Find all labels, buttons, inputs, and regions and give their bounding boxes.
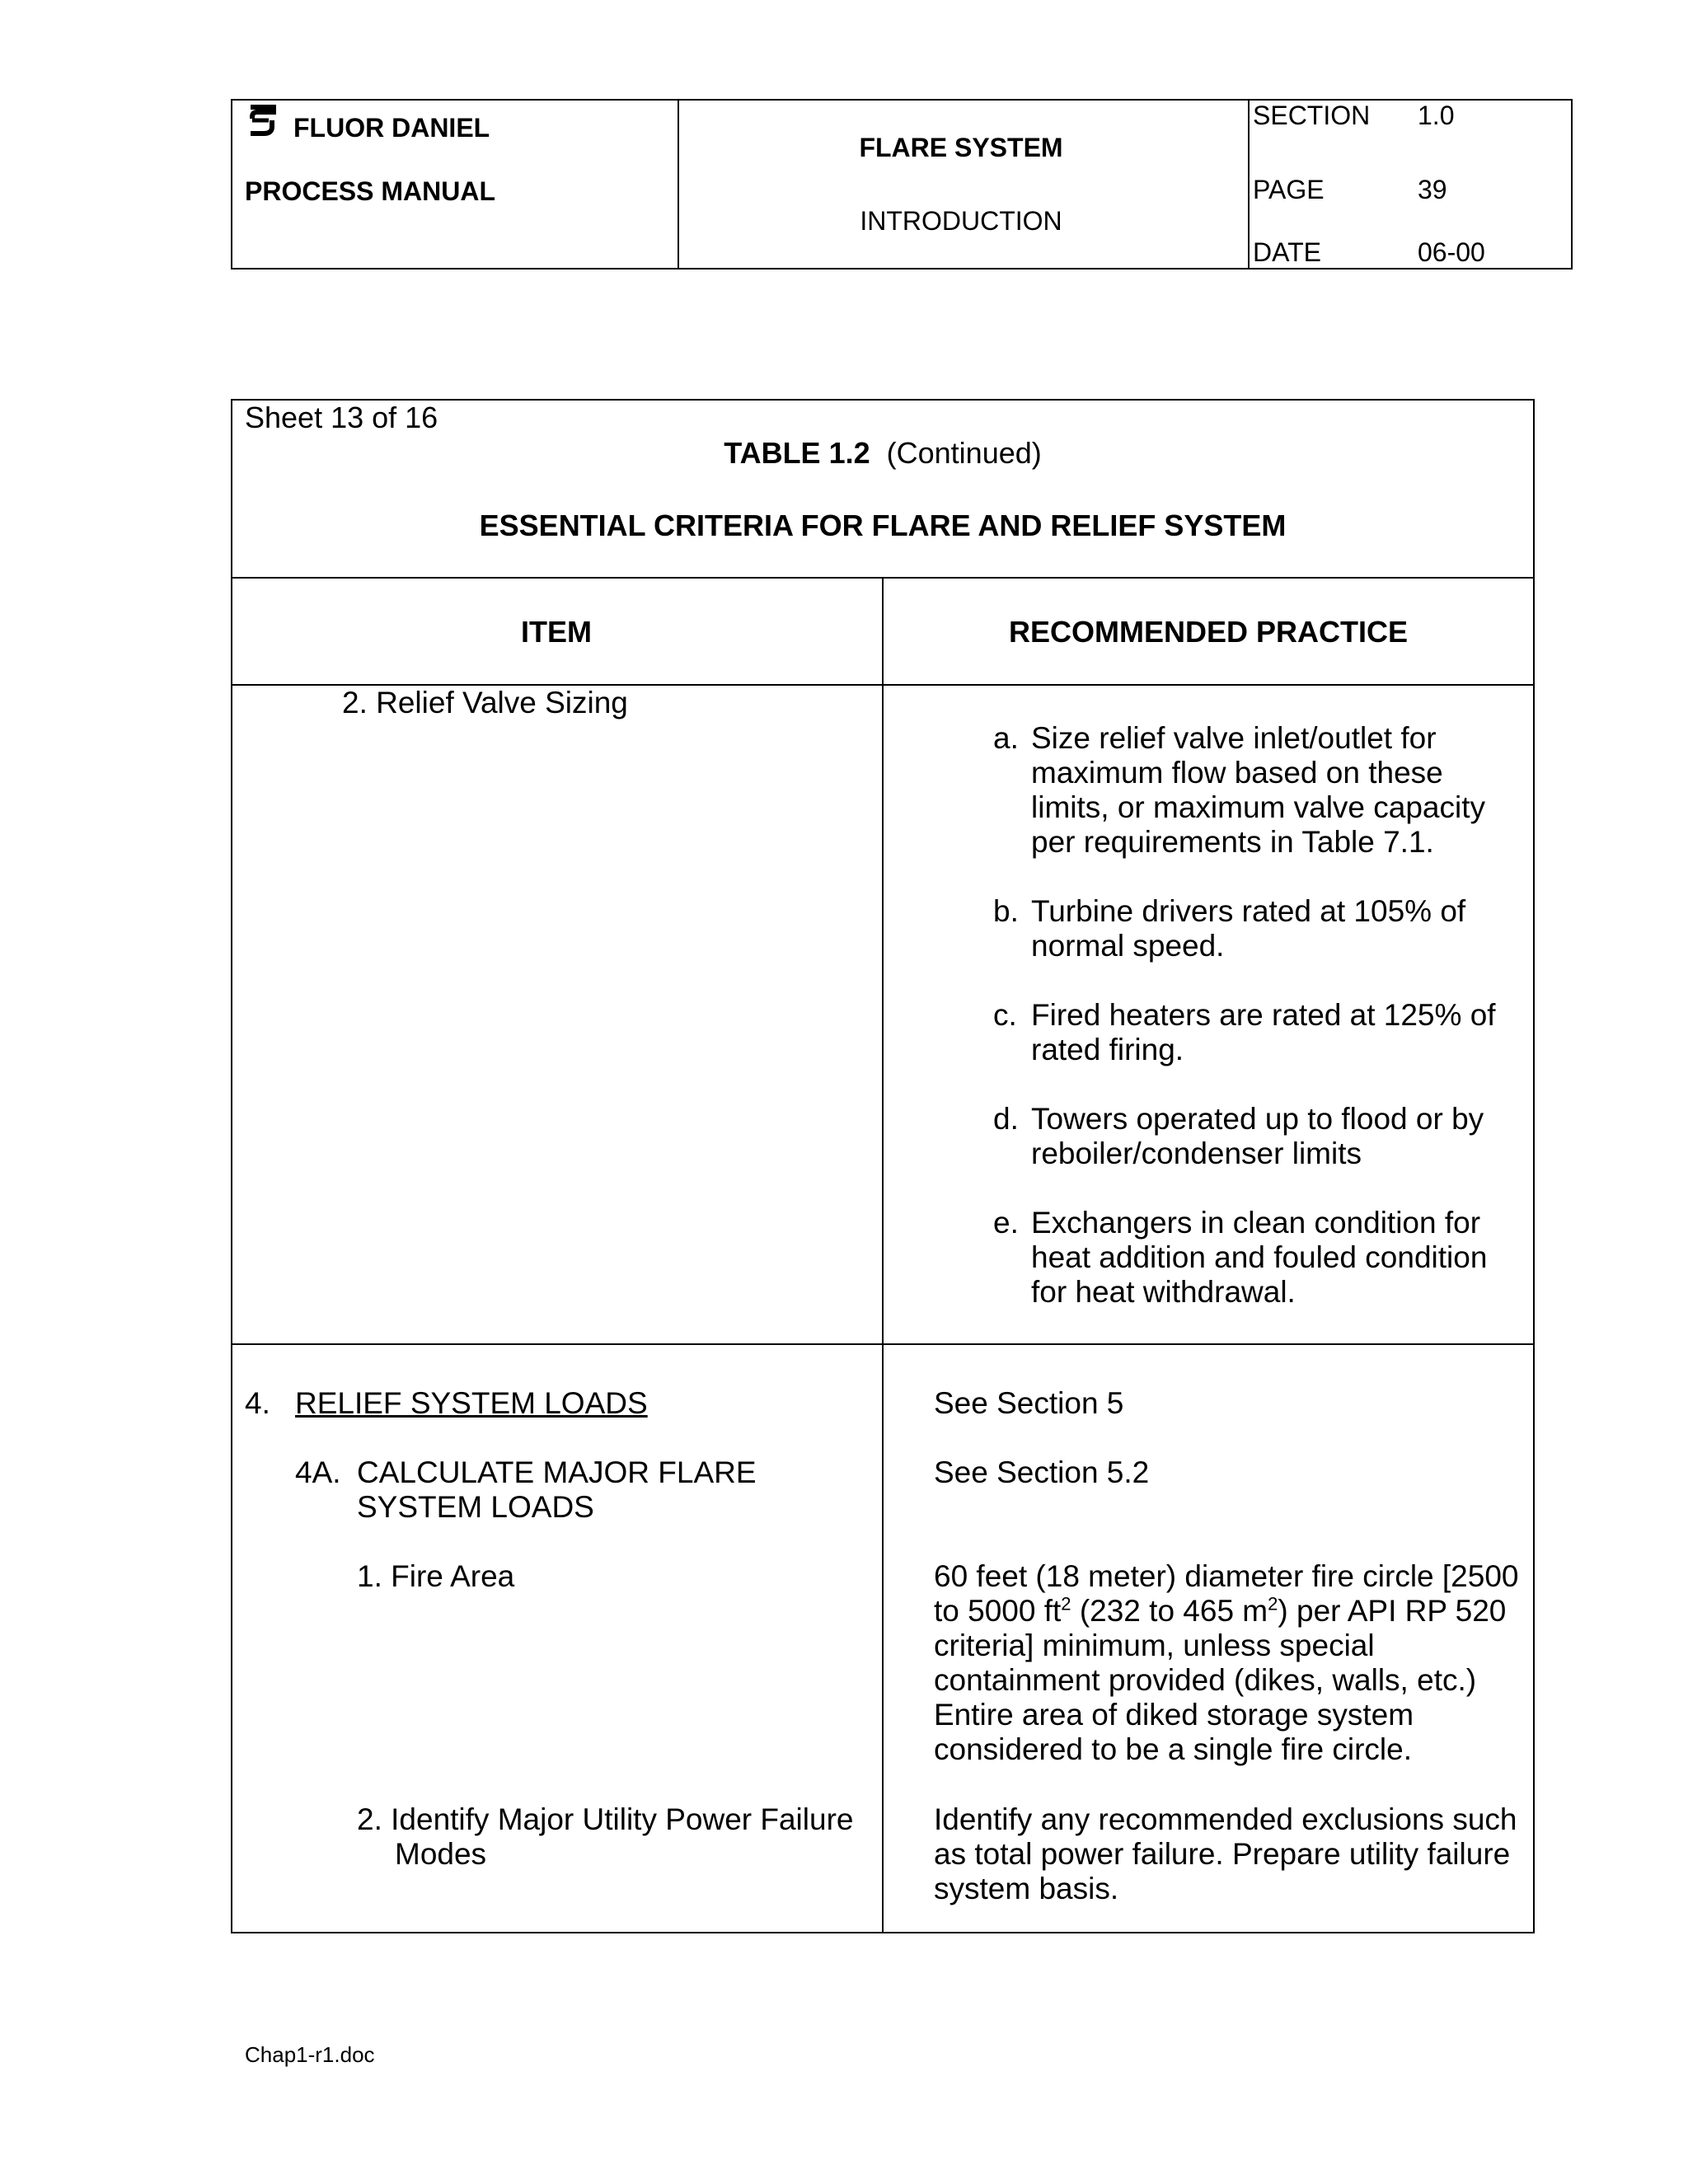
header-title: FLARE SYSTEM [859, 133, 1063, 162]
section-label: SECTION [1253, 101, 1371, 130]
item-4a-heading [357, 1455, 757, 1525]
fluor-logo-icon [244, 102, 280, 140]
column-divider [882, 577, 884, 1932]
practice-line [934, 1594, 1519, 1629]
practice-item [993, 894, 1496, 963]
practice-line: Entire area of diked storage system [934, 1698, 1414, 1732]
practice-list [993, 721, 1496, 1310]
practice-letter: d. [993, 1102, 1019, 1136]
column-header-item: ITEM [521, 615, 592, 649]
practice-line: containment provided (dikes, walls, etc.) [934, 1663, 1477, 1697]
company-name: FLUOR DANIEL [293, 113, 490, 143]
table-caption: ESSENTIAL CRITERIA FOR FLARE AND RELIEF SYSTEM [479, 509, 1287, 542]
practice-line: 60 feet (18 meter) diameter fire circle [2500 [934, 1559, 1519, 1593]
practice-line: as total power failure. Prepare utility failure [934, 1837, 1511, 1871]
practice-item [993, 1102, 1496, 1171]
table-continued: (Continued) [886, 436, 1042, 470]
item-line: 2. Identify Major Utility Power Failure [357, 1802, 854, 1836]
practice-line: Size relief valve inlet/outlet for [1031, 721, 1437, 755]
item-4a-number: 4A. [295, 1455, 341, 1489]
practice-line: Turbine drivers rated at 105% of [1031, 894, 1466, 928]
practice-letter: e. [993, 1206, 1019, 1240]
item-4a-practice: See Section 5.2 [934, 1455, 1150, 1489]
item-4-heading: RELIEF SYSTEM LOADS [295, 1386, 648, 1420]
practice-item [993, 721, 1496, 860]
column-header-practice: RECOMMENDED PRACTICE [1008, 615, 1408, 649]
practice-line: Towers operated up to flood or by [1031, 1102, 1484, 1136]
practice-line: rated firing. [1031, 1033, 1184, 1066]
fire-area-practice [934, 1559, 1519, 1767]
footer-filename: Chap1-r1.doc [245, 2042, 375, 2067]
practice-item [993, 998, 1496, 1067]
superscript: 2 [1061, 1593, 1071, 1615]
item-4-number: 4. [245, 1386, 270, 1420]
page-value: 39 [1418, 175, 1447, 204]
item-fire-area: 1. Fire Area [357, 1559, 515, 1593]
practice-line: reboiler/condenser limits [1031, 1137, 1362, 1170]
manual-name: PROCESS MANUAL [245, 176, 496, 206]
text-span: ) per API RP 520 [1278, 1594, 1507, 1628]
practice-line: considered to be a single fire circle. [934, 1732, 1412, 1766]
section-value: 1.0 [1418, 101, 1455, 130]
item-relief-valve-sizing: 2. Relief Valve Sizing [342, 686, 628, 719]
text-span: to 5000 ft [934, 1594, 1062, 1628]
practice-line: per requirements in Table 7.1. [1031, 825, 1434, 859]
table-number: TABLE 1.2 [724, 436, 870, 470]
header-title-cell [678, 101, 1250, 268]
date-value: 06-00 [1418, 237, 1485, 267]
practice-line: Identify any recommended exclusions such [934, 1802, 1517, 1836]
practice-line: Fired heaters are rated at 125% of [1031, 998, 1496, 1032]
practice-line: criteria] minimum, unless special [934, 1629, 1375, 1662]
item-line: Modes [395, 1837, 487, 1871]
superscript: 2 [1268, 1593, 1278, 1615]
page-label: PAGE [1253, 175, 1325, 204]
text-span: (232 to 465 m [1071, 1594, 1268, 1628]
sheet-number: Sheet 13 of 16 [245, 401, 438, 434]
practice-line: maximum flow based on these [1031, 756, 1443, 790]
item-power-failure [357, 1802, 853, 1872]
practice-letter: b. [993, 894, 1019, 928]
item-4a-line: CALCULATE MAJOR FLARE [357, 1455, 757, 1489]
practice-item [993, 1206, 1496, 1310]
item-4-practice: See Section 5 [934, 1386, 1124, 1420]
item-4a-line: SYSTEM LOADS [357, 1490, 594, 1524]
power-failure-practice [934, 1802, 1517, 1906]
date-label: DATE [1253, 237, 1321, 267]
practice-line: system basis. [934, 1872, 1119, 1905]
practice-letter: a. [993, 721, 1019, 755]
table-title [231, 436, 1535, 471]
practice-line: heat addition and fouled condition [1031, 1240, 1488, 1274]
practice-letter: c. [993, 998, 1017, 1032]
practice-line: normal speed. [1031, 929, 1225, 963]
header-subtitle: INTRODUCTION [860, 206, 1062, 236]
practice-line: limits, or maximum valve capacity [1031, 790, 1486, 824]
practice-line: for heat withdrawal. [1031, 1275, 1296, 1309]
practice-line: Exchangers in clean condition for [1031, 1206, 1481, 1240]
